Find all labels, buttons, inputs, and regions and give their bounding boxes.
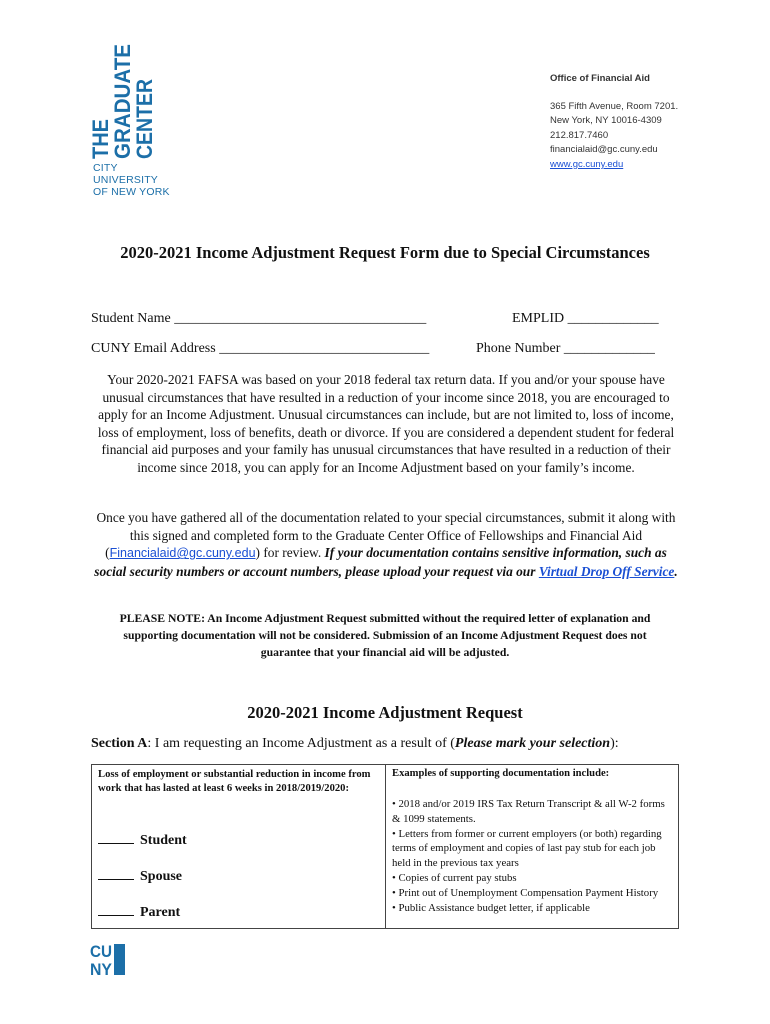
emplid-field[interactable]: EMPLID _____________ bbox=[512, 311, 659, 326]
request-section-title: 2020-2021 Income Adjustment Request bbox=[247, 703, 523, 722]
section-a-heading bbox=[91, 736, 619, 752]
office-name: Office of Financial Aid bbox=[550, 73, 650, 84]
section-a-label: Section A bbox=[91, 736, 148, 751]
list-item: • Letters from former or current employers (or both) regarding terms of employment and copies of last pay stub for each job held in the previous tax years bbox=[392, 827, 662, 870]
option-student[interactable] bbox=[98, 829, 187, 849]
cuny-email-field[interactable]: CUNY Email Address ______________________________ bbox=[91, 341, 430, 356]
documentation-column bbox=[386, 765, 678, 928]
cuny-logo-line-2: NY bbox=[90, 960, 113, 979]
sensitive-info-warning: If your documentation contains sensitive information, such as social security numbers or account numbers, please upload your request via our bbox=[94, 545, 667, 579]
logo-university-line-1: CITY UNIVERSITY bbox=[93, 162, 159, 186]
instructions-end: . bbox=[674, 563, 678, 579]
address-line-1: 365 Fifth Avenue, Room 7201. bbox=[550, 100, 679, 112]
student-name-field[interactable]: Student Name ____________________________________ bbox=[91, 311, 427, 326]
list-item: • Public Assistance budget letter, if applicable bbox=[392, 901, 590, 914]
income-adjustment-table bbox=[91, 764, 679, 929]
page-title: 2020-2021 Income Adjustment Request Form due to Special Circumstances bbox=[120, 243, 650, 262]
address-line-2: New York, NY 10016-4309 bbox=[550, 115, 662, 127]
logo-word-the: THE bbox=[88, 115, 113, 159]
list-item: • Print out of Unemployment Compensation Payment History bbox=[392, 886, 659, 899]
phone-number-field[interactable]: Phone Number _____________ bbox=[476, 341, 655, 356]
logo-word-center: CENTER bbox=[132, 68, 157, 159]
instructions-text-b: ) for review. bbox=[255, 545, 325, 561]
list-item: • Copies of current pay stubs bbox=[392, 871, 517, 884]
contact-block bbox=[550, 72, 678, 173]
section-a-emphasis: Please mark your selection bbox=[454, 736, 611, 751]
selection-column bbox=[92, 765, 386, 928]
financial-aid-email-link[interactable]: Financialaid@gc.cuny.edu bbox=[109, 546, 256, 561]
graduate-center-logo bbox=[88, 35, 180, 198]
option-parent[interactable] bbox=[98, 901, 180, 921]
cuny-logo-block bbox=[114, 944, 125, 975]
logo-university-line-2: OF NEW YORK bbox=[93, 186, 170, 198]
option-spouse[interactable] bbox=[98, 865, 182, 885]
section-a-text: : I am requesting an Income Adjustment as a result of ( bbox=[147, 736, 455, 751]
option-parent-label: Parent bbox=[140, 905, 181, 920]
logo-wordmark bbox=[88, 35, 157, 160]
documentation-header: Examples of supporting documentation include: bbox=[392, 768, 610, 779]
logo-university-name bbox=[93, 162, 180, 198]
please-note-warning: PLEASE NOTE: An Income Adjustment Request submitted without the required letter of explanation and supporting documentation will not be considered. Submission of an Income Adjustment Request does not guarantee that your financial aid will be adjusted. bbox=[119, 612, 651, 659]
virtual-drop-off-link[interactable]: Virtual Drop Off Service bbox=[538, 563, 675, 579]
website-link[interactable]: www.gc.cuny.edu bbox=[550, 158, 624, 170]
submission-instructions-paragraph bbox=[88, 509, 684, 580]
cuny-logo-line-1: CU bbox=[90, 942, 112, 961]
list-item: • 2018 and/or 2019 IRS Tax Return Transcript & all W-2 forms & 1099 statements. bbox=[392, 798, 665, 825]
option-student-label: Student bbox=[140, 833, 187, 848]
student-checkbox-line[interactable] bbox=[98, 829, 134, 844]
logo-word-graduate: GRADUATE bbox=[110, 35, 135, 159]
loss-of-employment-header: Loss of employment or substantial reduction in income from work that has lasted at least 6 weeks in 2018/2019/2020: bbox=[98, 769, 371, 794]
documentation-list bbox=[392, 797, 672, 915]
instructions-text-a: Once you have gathered all of the documentation related to your special circumstances, submit it along with this signed and completed form to the Graduate Center Office of Fellowships and Financial Aid ( bbox=[96, 510, 676, 561]
parent-checkbox-line[interactable] bbox=[98, 901, 134, 916]
phone-number: 212.817.7460 bbox=[550, 129, 609, 141]
spouse-checkbox-line[interactable] bbox=[98, 865, 134, 880]
option-spouse-label: Spouse bbox=[140, 869, 183, 884]
section-a-end: ): bbox=[610, 736, 619, 751]
contact-email: financialaid@gc.cuny.edu bbox=[550, 144, 658, 156]
cuny-logo bbox=[90, 942, 126, 979]
fafsa-explanation-paragraph: Your 2020-2021 FAFSA was based on your 2018 federal tax return data. If you and/or your spouse have unusual circumstances that have resulted in a reduction of your income since 2018, you are encouraged to apply for an Income Adjustment. Unusual circumstances can include, but are not limited to, loss of income, loss of employment, loss of benefits, death or divorce. If you are considered a dependent student for federal financial aid purposes and your family has unusual circumstances that have resulted in a reduction of their income since 2018, you can apply for an Income Adjustment based on your family’s income. bbox=[97, 372, 675, 475]
